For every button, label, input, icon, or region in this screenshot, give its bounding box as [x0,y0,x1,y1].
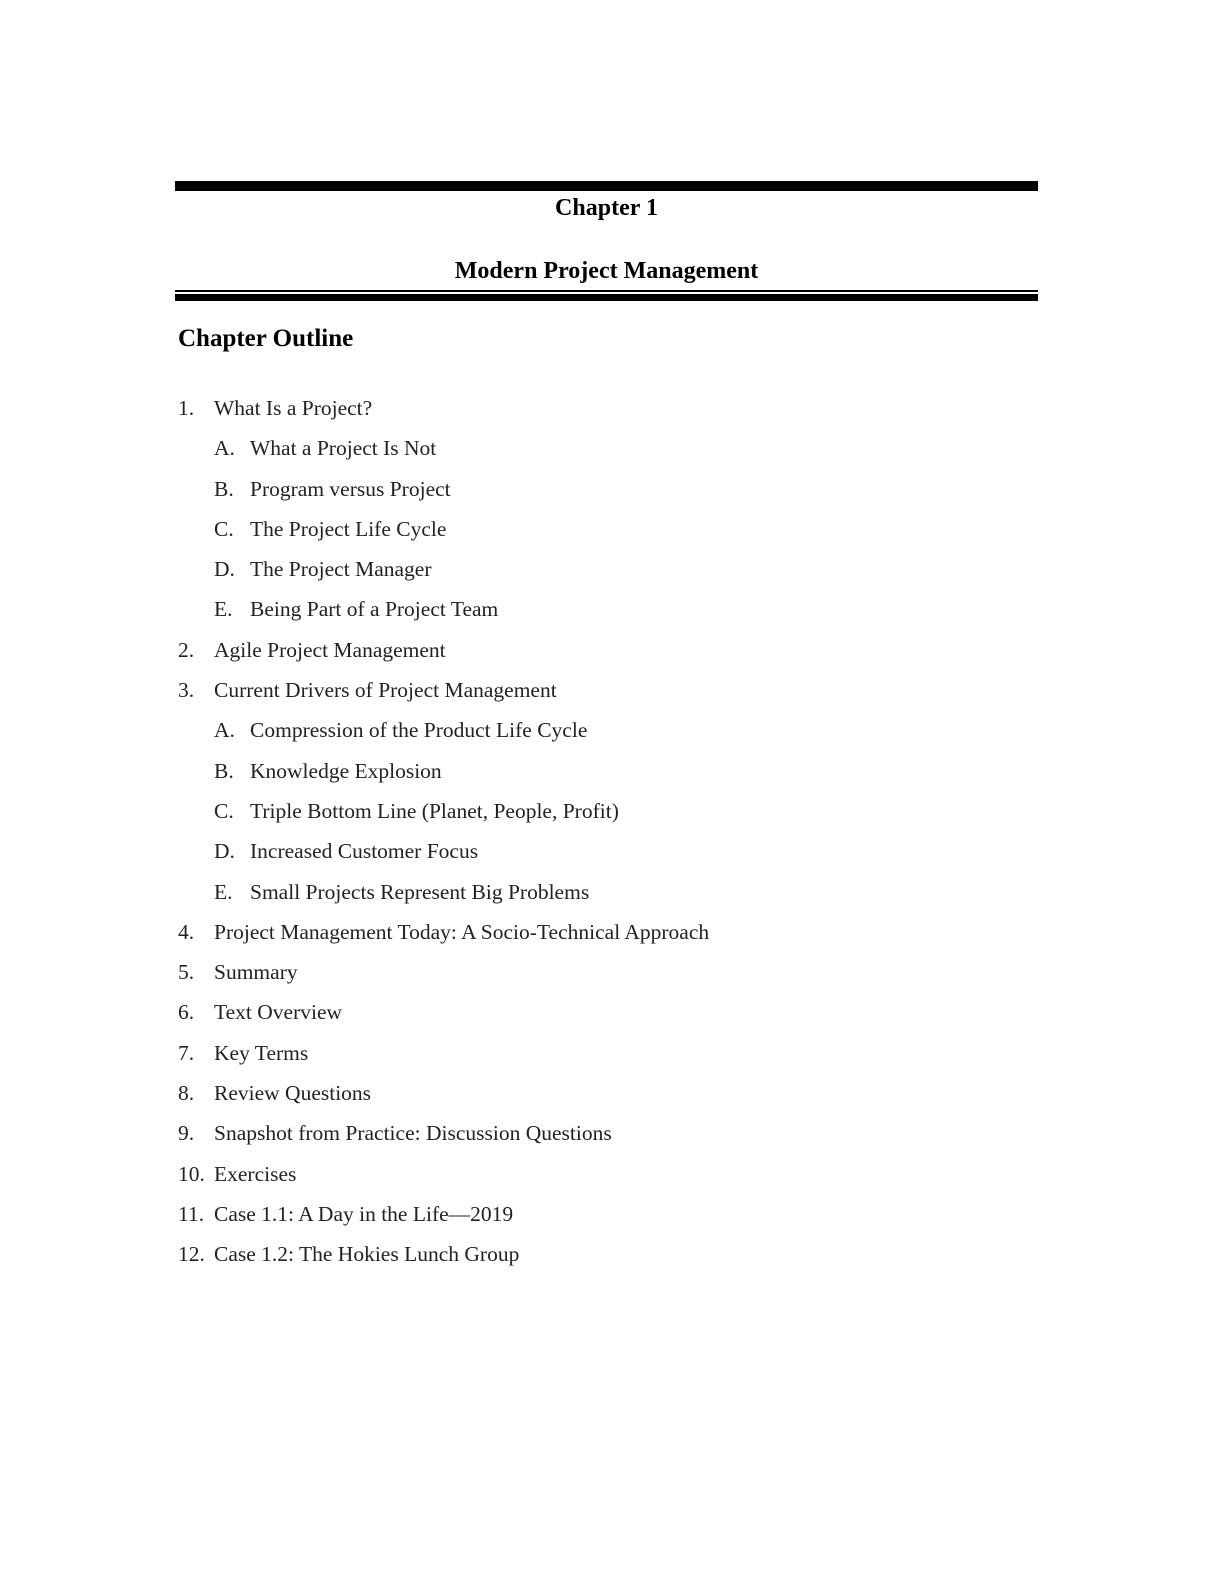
outline-item-number: 11. [178,1201,205,1226]
outline-item-text: Being Part of a Project Team [250,597,499,622]
outline-item-number: D. [214,839,235,864]
outline-item-number: E. [214,597,233,622]
outline-item [178,872,1038,912]
outline-item [178,992,1038,1032]
outline-item-number: A. [214,436,235,461]
outline-item [178,791,1038,831]
outline-item-number: B. [214,476,234,501]
outline-item-number: 10. [178,1161,205,1186]
outline-item [178,1194,1038,1234]
outline-item [178,1234,1038,1274]
outline-item-text: The Project Manager [250,557,432,582]
outline-item-number: B. [214,758,234,783]
outline-item-text: What Is a Project? [214,396,373,420]
outline-item [178,589,1038,629]
chapter-number: Chapter 1 [555,195,658,221]
outline-item-number: 12. [178,1242,205,1267]
chapter-title: Modern Project Management [454,258,759,284]
outline-item [178,549,1038,589]
outline-item-text: Case 1.1: A Day in the Life—2019 [214,1201,514,1226]
outline-item-text: Current Drivers of Project Management [214,678,557,703]
outline-item [178,469,1038,509]
outline-item [178,1113,1038,1153]
outline-item [178,1154,1038,1194]
outline-item-text: Triple Bottom Line (Planet, People, Profit) [250,798,619,823]
outline-item [178,388,1038,428]
outline-item [178,751,1038,791]
outline-item-text: Program versus Project [250,476,451,501]
outline-item [178,1033,1038,1073]
outline-item-text: Case 1.2: The Hokies Lunch Group [214,1242,520,1267]
outline-item-text: Project Management Today: A Socio-Technical Approach [214,919,710,944]
outline-item-text: Increased Customer Focus [250,839,479,864]
outline-item-number: C. [214,516,234,541]
outline-item-text: The Project Life Cycle [250,516,447,541]
outline-item [178,952,1038,992]
outline-item-number: 4. [178,919,195,944]
outline-item [178,831,1038,871]
outline-item-number: 5. [178,960,195,985]
outline-item-text: Compression of the Product Life Cycle [250,718,588,743]
header-bottom-thick-rule [175,294,1038,301]
outline-item [178,630,1038,670]
outline-item-text: Snapshot from Practice: Discussion Questions [214,1121,612,1146]
outline-item-number: 8. [178,1081,195,1106]
outline-item-text: Review Questions [214,1081,372,1106]
outline-item-number: 1. [178,396,195,420]
outline-item-number: A. [214,718,235,743]
outline-item-text: Summary [214,960,298,985]
outline-item-number: D. [214,557,235,582]
outline-heading: Chapter Outline [178,325,354,352]
outline-item [178,710,1038,750]
outline-item [178,1073,1038,1113]
outline-item [178,509,1038,549]
header-top-rule [175,181,1038,191]
outline-item-text: Agile Project Management [214,637,446,662]
outline-item [178,428,1038,468]
outline-item-text: Knowledge Explosion [250,758,442,783]
outline-item-text: Small Projects Represent Big Problems [250,879,590,904]
header-bottom-thin-rule [175,290,1038,292]
outline-item-number: C. [214,798,234,823]
outline-item-number: E. [214,879,233,904]
outline-item-number: 7. [178,1040,195,1065]
outline-item-number: 2. [178,637,195,662]
outline-item-number: 3. [178,678,195,703]
outline-item-text: Exercises [214,1161,297,1186]
outline-item-text: What a Project Is Not [250,436,437,461]
outline-item-text: Text Overview [214,1000,343,1025]
outline-item [178,670,1038,710]
outline-item-text: Key Terms [214,1040,309,1065]
outline-item-number: 6. [178,1000,195,1025]
outline-item [178,912,1038,952]
outline-item-number: 9. [178,1121,195,1146]
chapter-outline-list [178,388,1038,1275]
